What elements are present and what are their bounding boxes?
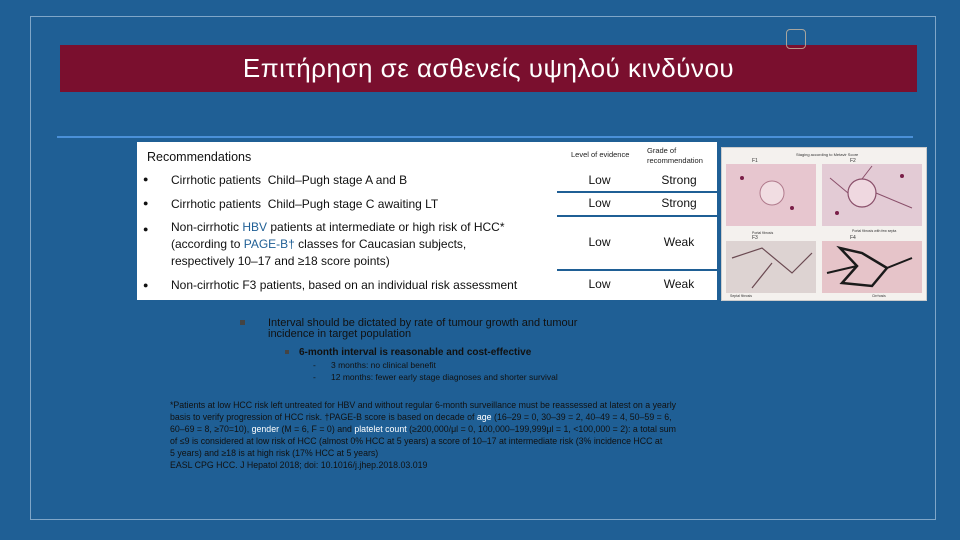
square-bullet-icon [240, 320, 245, 325]
footnote-line: of ≤9 is considered at low risk of HCC (almost 0% HCC at 5 years) a score of 10–17 at intermediate risk (3% incidence HCC at [170, 436, 663, 446]
divider-line [57, 136, 913, 138]
table-row [137, 216, 717, 270]
row-separator [557, 191, 717, 193]
footnote-line: 5 years) and ≥18 is at high risk (17% HCC at 5 years) [170, 448, 379, 458]
recommendations-heading: Recommendations [147, 150, 252, 164]
bullet-icon: ● [143, 198, 149, 208]
table-row [137, 168, 717, 193]
row-grade: Weak [663, 277, 695, 291]
footnote-line: 60–69 = 8, ≥70=10), gender (M = 6, F = 0) and platelet count (≥200,000/μl = 0, 100,000–199,999μl = 1, <100,000 = 2): a total sum [170, 424, 676, 434]
label-f4: F4 [850, 235, 856, 241]
bullet-text: 3 months: no clinical benefit [331, 360, 436, 370]
row-text: Non-cirrhotic F3 patients, based on an individual risk assessment [171, 278, 518, 292]
row-separator [557, 269, 717, 271]
table-header [137, 142, 717, 168]
histology-image [722, 148, 926, 300]
row-text: Non-cirrhotic HBV patients at intermediate or high risk of HCC* (according to PAGE-B† classes for Caucasian subjects, respectively 10–17 and ≥18 score points) [171, 220, 505, 268]
bullet-icon: ● [143, 280, 149, 290]
ring-icon [786, 29, 806, 49]
row-grade: Weak [663, 235, 695, 249]
row-text: Cirrhotic patients Child–Pugh stage C awaiting LT [171, 197, 439, 211]
bullet-icon: ● [143, 174, 149, 184]
level-of-evidence-heading: Level of evidence [571, 150, 630, 159]
citation: EASL CPG HCC. J Hepatol 2018; doi: 10.1016/j.jhep.2018.03.019 [170, 460, 428, 470]
bullet-icon: ● [143, 224, 149, 234]
fibrosis-staging-figure [721, 147, 927, 301]
title-bar [60, 45, 917, 92]
row-separator [557, 215, 717, 217]
row-grade: Strong [661, 173, 697, 187]
label-f1: F1 [752, 158, 758, 164]
label-f3: F3 [752, 235, 758, 241]
label-septal: Septal fibrosis [730, 294, 752, 298]
footnote-line: basis to verify progression of HCC risk. †PAGE-B score is based on decade of age (16–29 = 0, 30–39 = 2, 40–49 = 4, 50–59 = 6, [170, 412, 672, 422]
label-f2: F2 [850, 158, 856, 164]
row-text: Cirrhotic patients Child–Pugh stage A and B [171, 173, 408, 187]
dash-bullet-icon: - [313, 372, 316, 382]
slide-title: Επιτήρηση σε ασθενείς υψηλού κινδύνου [242, 53, 735, 83]
label-cirrhosis: Cirrhosis [872, 294, 886, 298]
grade-heading: Grade of recommendation [647, 146, 703, 165]
bullet-text: 12 months: fewer early stage diagnoses and shorter survival [331, 372, 558, 382]
table-row [137, 270, 717, 300]
table-row [137, 193, 717, 216]
row-level: Low [588, 277, 611, 291]
square-bullet-icon [285, 350, 289, 354]
footnote [170, 399, 760, 471]
bullet-text: 6-month interval is reasonable and cost-effective [299, 347, 532, 358]
figure-title: Staging according to Metavir Score [796, 152, 859, 157]
bullet-text: Interval should be dictated by rate of tumour growth and tumour incidence in target population [268, 317, 578, 340]
row-level: Low [588, 173, 611, 187]
row-level: Low [588, 235, 611, 249]
row-level: Low [588, 196, 611, 210]
footnote-line: *Patients at low HCC risk left untreated for HBV and without regular 6-month surveillance must be reassessed at latest on a yearly [170, 400, 677, 410]
label-portal: Portal fibrosis [752, 231, 774, 235]
dash-bullet-icon: - [313, 360, 316, 370]
label-portal-few: Portal fibrosis with few septa [852, 229, 897, 233]
row-grade: Strong [661, 196, 697, 210]
